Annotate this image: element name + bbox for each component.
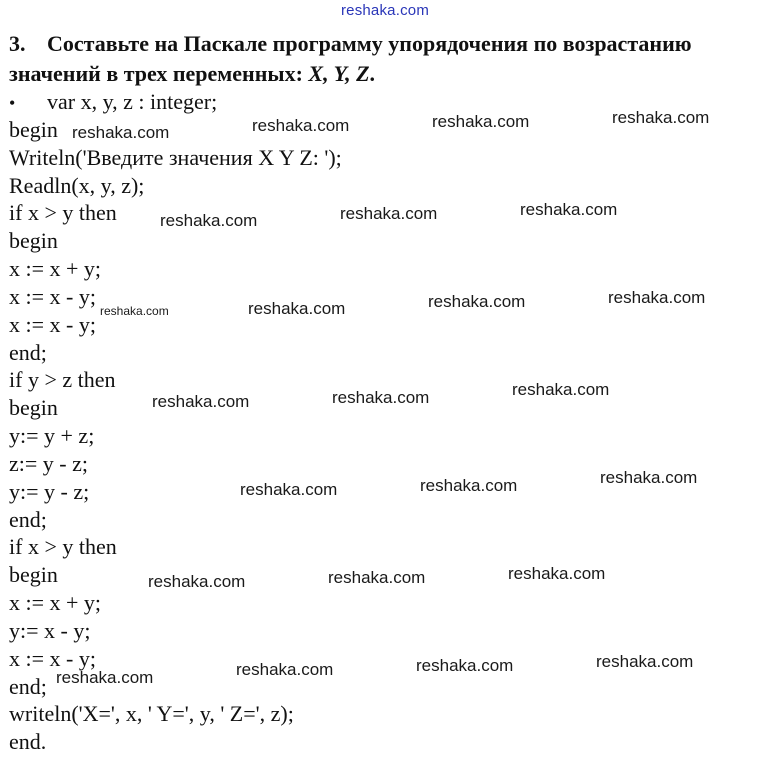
code-line: if x > y then	[9, 200, 117, 225]
watermark: reshaka.com	[508, 564, 606, 583]
code-line: end;	[9, 340, 47, 365]
site-header-watermark: reshaka.com	[340, 2, 430, 19]
code-line: begin	[9, 395, 58, 420]
code-line: x := x - y;	[9, 646, 96, 671]
watermark: reshaka.com	[72, 123, 170, 142]
task-heading	[9, 29, 764, 89]
watermark: reshaka.com	[520, 200, 618, 219]
code-line: z:= y - z;	[9, 451, 88, 476]
code-line: Readln(x, y, z);	[9, 173, 145, 198]
code-line: if y > z then	[9, 367, 116, 392]
watermark: reshaka.com	[252, 116, 350, 135]
watermark: reshaka.com	[612, 108, 710, 127]
task-number: 3.	[9, 31, 26, 56]
bullet-icon: •	[9, 93, 16, 113]
code-line: if x > y then	[9, 534, 117, 559]
watermark: reshaka.com	[100, 304, 169, 318]
code-line: y:= x - y;	[9, 618, 91, 643]
task-end-punct: .	[369, 61, 376, 86]
code-line: end;	[9, 507, 47, 532]
code-line: y:= y + z;	[9, 423, 95, 448]
code-line: begin	[9, 562, 58, 587]
code-line: x := x + y;	[9, 256, 102, 281]
watermark: reshaka.com	[240, 480, 338, 499]
code-line: begin	[9, 117, 58, 142]
code-line: begin	[9, 228, 58, 253]
watermark: reshaka.com	[332, 388, 430, 407]
watermark: reshaka.com	[512, 380, 610, 399]
watermark: reshaka.com	[56, 668, 154, 687]
code-declaration	[9, 88, 217, 117]
watermark: reshaka.com	[428, 292, 526, 311]
watermark: reshaka.com	[236, 660, 334, 679]
task-text-line1: Составьте на Паскале программу упорядочения по возрастанию	[47, 31, 692, 56]
watermark: reshaka.com	[608, 288, 706, 307]
code-line: Writeln('Введите значения X Y Z: ');	[9, 145, 342, 170]
code-line: end;	[9, 674, 47, 699]
watermark: reshaka.com	[152, 392, 250, 411]
code-line: x := x - y;	[9, 312, 96, 337]
code-decl-text: var x, y, z : integer;	[47, 89, 218, 114]
watermark: reshaka.com	[160, 211, 258, 230]
watermark: reshaka.com	[148, 572, 246, 591]
watermark: reshaka.com	[248, 299, 346, 318]
task-text-line2: значений в трех переменных:	[9, 61, 309, 86]
code-line: writeln('X=', x, ' Y=', y, ' Z=', z);	[9, 701, 294, 726]
watermark: reshaka.com	[600, 468, 698, 487]
watermark: reshaka.com	[596, 652, 694, 671]
code-line: end.	[9, 729, 47, 754]
task-variables: X, Y, Z	[308, 61, 370, 86]
watermark: reshaka.com	[340, 204, 438, 223]
watermark: reshaka.com	[432, 112, 530, 131]
watermark: reshaka.com	[420, 476, 518, 495]
code-line: x := x + y;	[9, 590, 102, 615]
code-line: y:= y - z;	[9, 479, 90, 504]
code-line: x := x - y;	[9, 284, 96, 309]
watermark: reshaka.com	[416, 656, 514, 675]
watermark: reshaka.com	[328, 568, 426, 587]
